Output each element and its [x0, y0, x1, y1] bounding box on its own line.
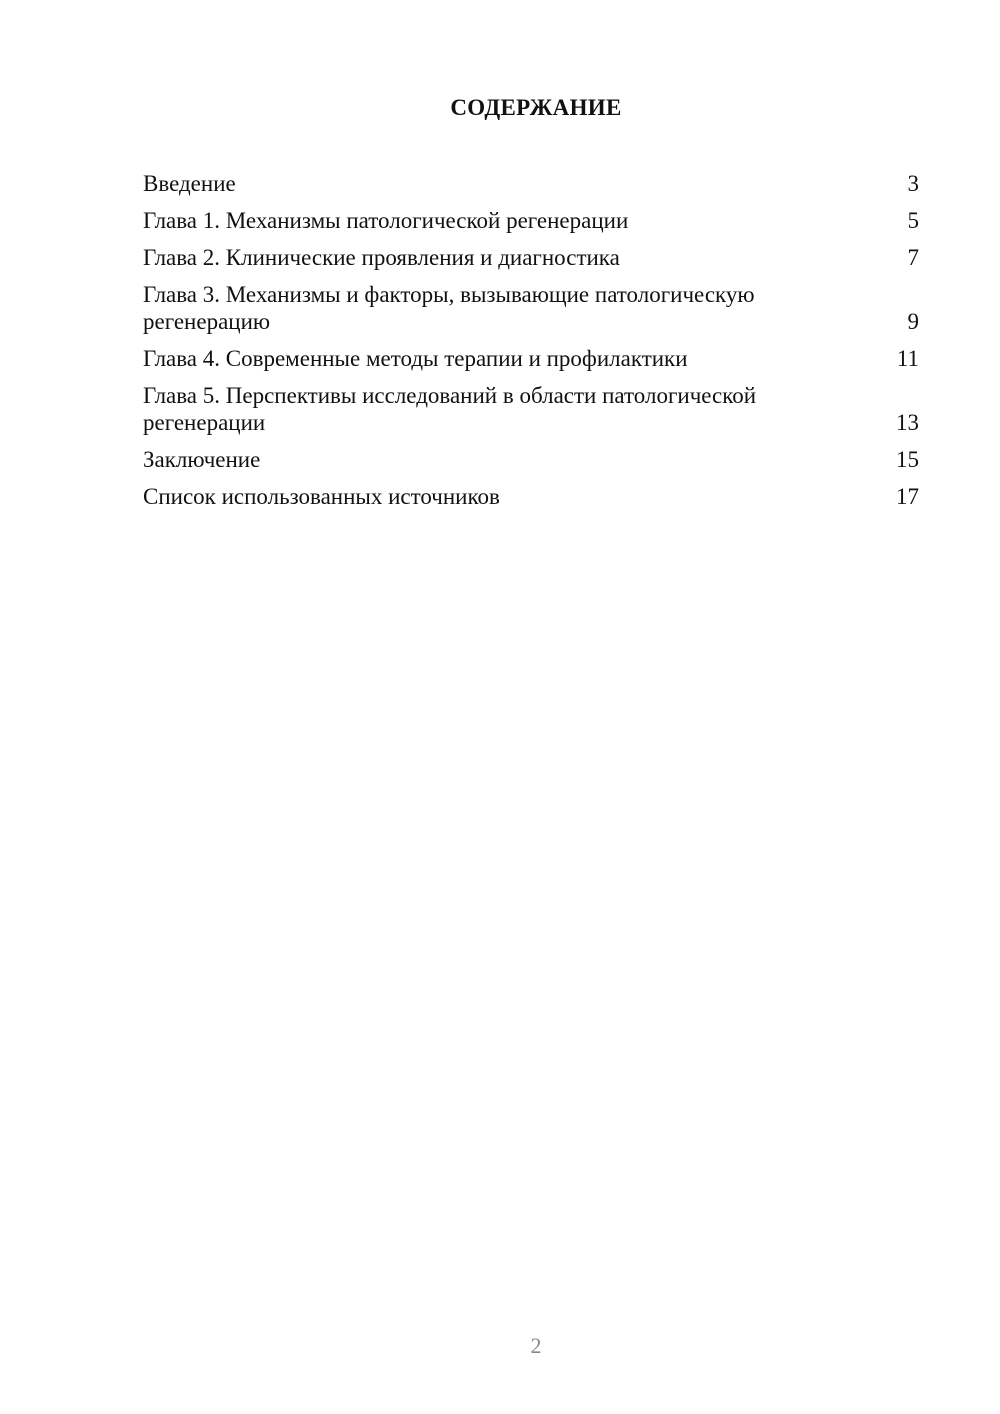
- toc-entry-chapter-2[interactable]: [143, 244, 919, 271]
- toc-entry-chapter-5[interactable]: [143, 382, 919, 436]
- toc-entry-title: Заключение: [143, 447, 261, 472]
- toc-entry-page: 7: [907, 245, 919, 270]
- toc-entry-page: 5: [907, 208, 919, 233]
- toc-entry-title: Глава 4. Современные методы терапии и профилактики: [143, 346, 688, 371]
- toc-entry-title: Глава 5. Перспективы исследований в области патологической регенерации: [143, 383, 757, 435]
- toc-entry-title: Глава 1. Механизмы патологической регенерации: [143, 208, 629, 233]
- toc-entry-introduction[interactable]: [143, 170, 919, 197]
- toc-entry-title: Глава 3. Механизмы и факторы, вызывающие патологическую регенерацию: [143, 282, 755, 334]
- page-number: 2: [530, 1333, 542, 1358]
- toc-entry-chapter-4[interactable]: [143, 345, 919, 372]
- toc-entry-page: 15: [896, 447, 919, 472]
- toc-entry-conclusion[interactable]: [143, 446, 919, 473]
- toc-entry-page: 17: [896, 484, 919, 509]
- toc-entry-page: 13: [896, 410, 919, 435]
- toc-entry-title: Глава 2. Клинические проявления и диагностика: [143, 245, 620, 270]
- toc-entry-chapter-1[interactable]: [143, 207, 919, 234]
- toc-entry-references[interactable]: [143, 483, 919, 510]
- toc-entry-title: Список использованных источников: [143, 484, 500, 509]
- toc-entry-title: Введение: [143, 171, 236, 196]
- table-of-contents: [143, 170, 919, 520]
- toc-entry-page: 3: [907, 171, 919, 196]
- toc-entry-page: 11: [896, 346, 919, 371]
- toc-entry-chapter-3[interactable]: [143, 281, 919, 335]
- toc-entry-page: 9: [907, 309, 919, 334]
- page-title: СОДЕРЖАНИЕ: [450, 95, 622, 120]
